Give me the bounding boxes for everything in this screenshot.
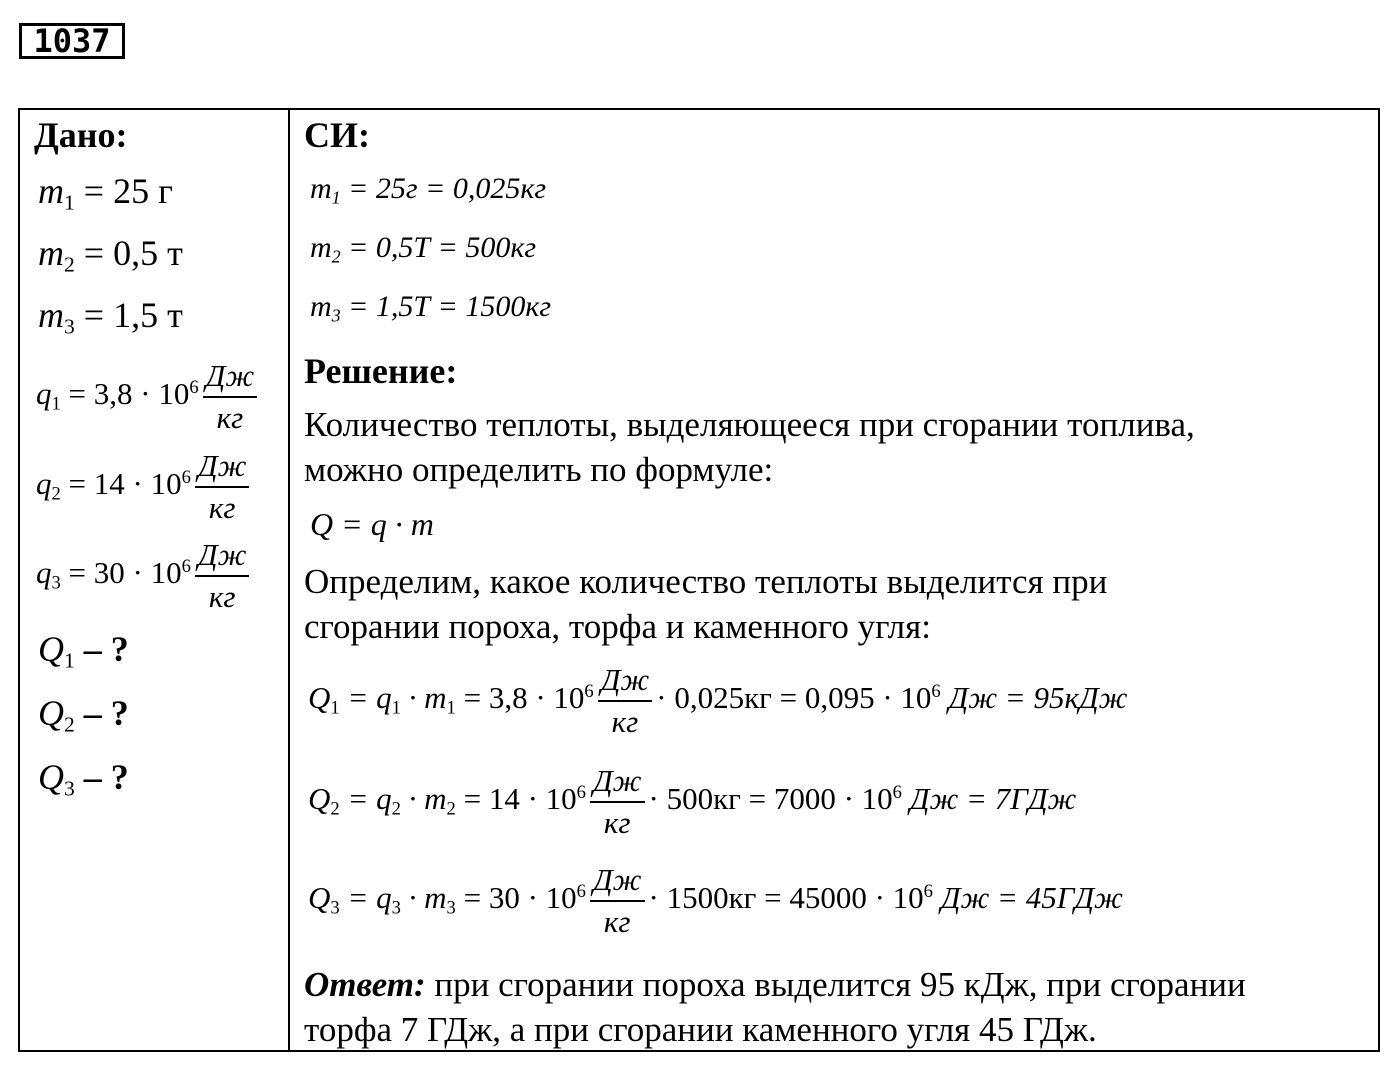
- given-q3: $q_3 = 30 \cdot 10^6$ $\frac{Дж}{кг}$: [36, 537, 253, 615]
- problem-number: 1037: [19, 23, 125, 59]
- si-m1: $m_1 = 25г = 0,025кг$: [310, 172, 547, 208]
- si-m2: $m_2 = 0,5Т = 500кг$: [310, 231, 537, 267]
- base-formula: Q = q · m: [310, 506, 434, 542]
- solution-heading: Решение:: [304, 351, 458, 391]
- given-q1: $q_1 = 3,8 \cdot 10^6$ $\frac{Дж}{кг}$: [36, 358, 261, 436]
- given-heading: Дано:: [34, 115, 128, 155]
- equation-q3: $Q_3 = q_3 \cdot m_3 = 30 \cdot 10^6$ $\frac{Дж}{кг}$ · $1500кг = 45000 \cdot 10^6$ Дж = 45ГДж: [308, 862, 1123, 939]
- unknown-q1: $Q_1$ – ?: [38, 629, 129, 673]
- answer-line-2: торфа 7 ГДж, а при сгорании каменного угля 45 ГДж.: [304, 1010, 1097, 1049]
- equation-q2: $Q_2 = q_2 \cdot m_2 = 14 \cdot 10^6$ $\frac{Дж}{кг}$ · $500кг = 7000 \cdot 10^6$ Дж = 7ГДж: [308, 763, 1077, 840]
- column-divider: [288, 108, 290, 1052]
- unknown-q3: $Q_3$ – ?: [38, 757, 129, 801]
- given-m1: $m_1 = 25$ г: [38, 171, 173, 215]
- answer-line-1: Ответ: при сгорании пороха выделится 95 кДж, при сгорании: [304, 965, 1246, 1004]
- si-m3: $m_3 = 1,5Т = 1500кг$: [310, 290, 552, 326]
- given-m2: $m_2 = 0,5$ т: [38, 233, 183, 277]
- solution-text-2a: Определим, какое количество теплоты выделится при: [304, 562, 1108, 601]
- solution-text-1b: можно определить по формуле:: [304, 450, 774, 489]
- unknown-q2: $Q_2$ – ?: [38, 693, 129, 737]
- equation-q1: $Q_1 = q_1 \cdot m_1 = 3,8 \cdot 10^6$ $\frac{Дж}{кг}$ · $0,025кг = 0,095 \cdot 10^6$ Дж = 95кДж: [308, 662, 1128, 739]
- given-q2: $q_2 = 14 \cdot 10^6$ $\frac{Дж}{кг}$: [36, 448, 253, 526]
- solution-text-2b: сгорании пороха, торфа и каменного угля:: [304, 607, 931, 646]
- given-m3: $m_3 = 1,5$ т: [38, 295, 183, 339]
- solution-text-1a: Количество теплоты, выделяющееся при сгорании топлива,: [304, 405, 1195, 444]
- si-heading: СИ:: [304, 115, 370, 155]
